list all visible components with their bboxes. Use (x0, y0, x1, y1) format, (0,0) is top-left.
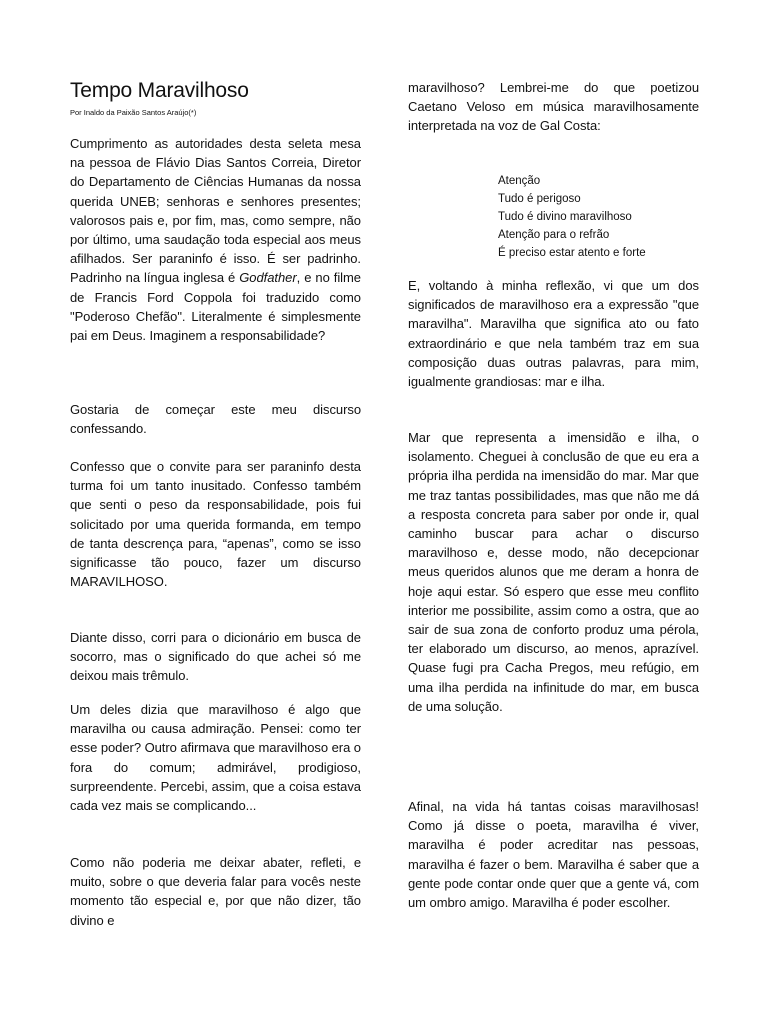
lyric-line: Atenção (498, 175, 541, 187)
paragraph-greeting (70, 134, 361, 345)
lyric-line: Atenção para o refrão (498, 229, 610, 241)
song-lyrics (498, 172, 646, 262)
paragraph-greeting-part-1: Cumprimento as autoridades desta seleta mesa na pessoa de Flávio Dias Santos Correia, Diretor do Departamento de Ciências Humanas da nossa querida UNEB; senhoras e senhores presentes; valorosos pais e, por fim, mas, como sempre, não por último, uma saudação toda especial aos meus afilhados. Ser paraninfo é isso. É ser padrinho. Padrinho na língua inglesa é (70, 136, 361, 286)
paragraph-confession-intro: Gostaria de começar este meu discurso confessando. (70, 402, 361, 437)
godfather-term: Godfather (239, 270, 297, 286)
lyric-line: É preciso estar atento e forte (498, 247, 646, 259)
paragraph-greeting-part-2: , e no filme de Francis Ford Coppola foi traduzido como "Poderoso Chefão". Literalmente é simplesmente pai em Deus. Imaginem a responsabilidade? (70, 270, 361, 344)
paragraph-confession: Confesso que o convite para ser paraninfo desta turma foi um tanto inusitado. Confesso também que senti o peso da responsabilidade, pois fui solicitado por uma querida formanda, em tempo de tanta descrença para, “apenas”, como se isso significasse tão pouco, fazer um discurso MARAVILHOSO. (70, 459, 361, 590)
paragraph-mar-e-ilha: E, voltando à minha reflexão, vi que um dos significados de maravilhoso era a expressão "que maravilha". Maravilha que significa ato ou fato extraordinário e que nela também traz em sua composição duas outras palavras, para mim, igualmente grandiosas: mar e ilha. (408, 278, 699, 390)
paragraph-dictionary: Diante disso, corri para o dicionário em busca de socorro, mas o significado do que achei só me deixou mais trêmulo. (70, 630, 361, 684)
lyric-line: Tudo é perigoso (498, 193, 581, 205)
lyric-line: Tudo é divino maravilhoso (498, 211, 632, 223)
author-byline: Por Inaldo da Paixão Santos Araújo(*) (70, 108, 197, 117)
paragraph-caetano: maravilhoso? Lembrei-me do que poetizou Caetano Veloso em música maravilhosamente interpretada na voz de Gal Costa: (408, 80, 699, 134)
paragraph-reflection: Como não poderia me deixar abater, refleti, e muito, sobre o que deveria falar para vocês neste momento tão especial e, por que não dizer, tão divino e (70, 855, 361, 928)
document-title: Tempo Maravilhoso (70, 79, 249, 102)
paragraph-isolamento: Mar que representa a imensidão e ilha, o isolamento. Cheguei à conclusão de que eu era a própria ilha perdida na imensidão do mar. Mar que me traz tantas possibilidades, mas que não me dá a resposta concreta para saber por onde ir, qual caminho buscar para achar o discurso maravilhoso e, desse modo, não decepcionar meus queridos alunos que me deram a honra de hoje aqui estar. Só espero que esse meu conflito interior me possibilite, assim como a ostra, que ao sair de sua zona de conforto produz uma pérola, ter elaborado um discurso, ao menos, aprazível. Quase fugi pra Cacha Pregos, meu refúgio, em uma ilha perdida na infinitude do mar, em busca de uma solução. (408, 430, 699, 714)
paragraph-afinal: Afinal, na vida há tantas coisas maravilhosas! Como já disse o poeta, maravilha é viver, maravilha é poder acreditar nas pessoas, maravilha é fazer o bem. Maravilha é saber que a gente pode contar onde quer que a gente vá, com um ombro amigo. Maravilha é poder escolher. (408, 799, 699, 911)
paragraph-meaning: Um deles dizia que maravilhoso é algo que maravilha ou causa admiração. Pensei: como ter esse poder? Outro afirmava que maravilhoso era o fora do comum; admirável, prodigioso, surpreendente. Percebi, assim, que a coisa estava cada vez mais se complicando... (70, 702, 361, 814)
